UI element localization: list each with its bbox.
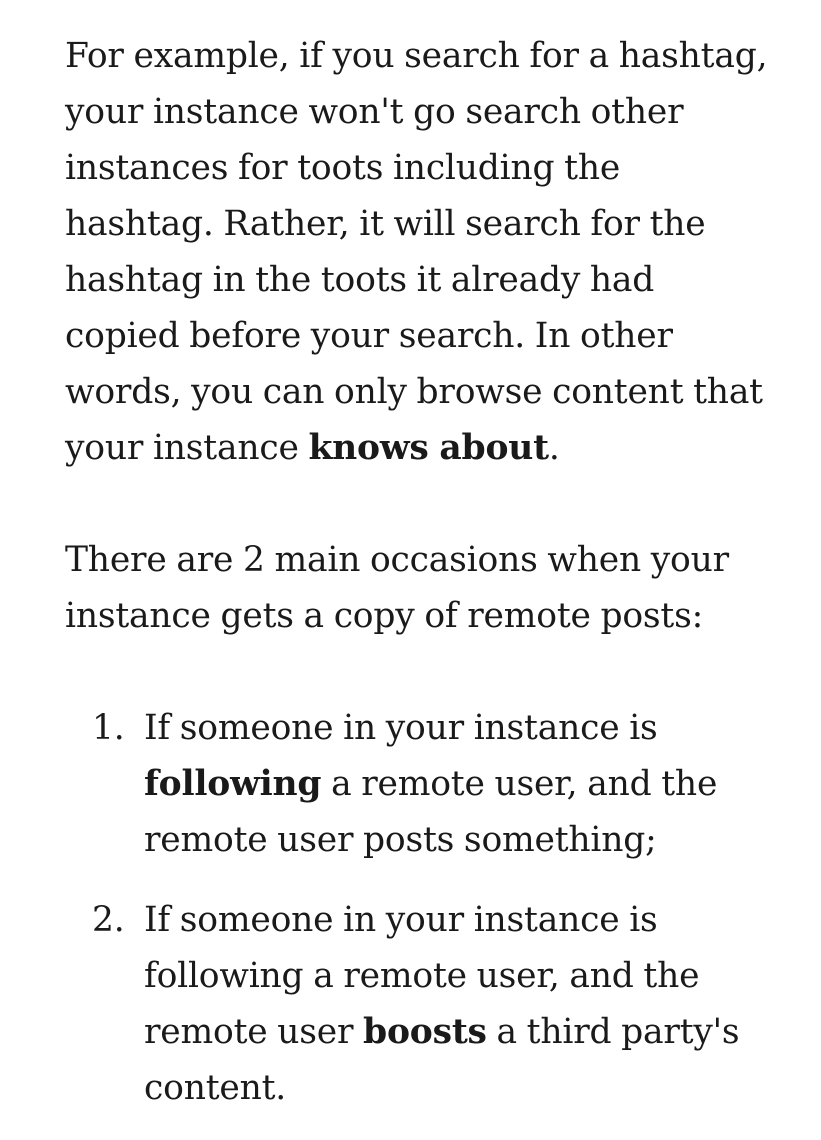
list-item-number: 2.: [92, 900, 125, 940]
bold-knows-about: knows about: [308, 428, 549, 468]
list-item: [65, 700, 754, 868]
article-body: [65, 28, 775, 1140]
bold-boosts: boosts: [363, 1012, 487, 1052]
paragraph-search-explanation: [65, 28, 775, 476]
list-item-number: 1.: [92, 708, 125, 748]
occasions-list: [65, 700, 775, 1116]
paragraph-occasions-intro: [65, 532, 775, 644]
paragraph-text: There are 2 main occasions when your instance gets a copy of remote posts:: [65, 540, 729, 636]
list-item: [65, 892, 754, 1116]
bold-following: following: [144, 764, 322, 804]
list-item-text: If someone in your instance is: [144, 708, 658, 748]
list-item-text-end: a third party's content.: [144, 1012, 740, 1108]
list-item-text-end: a remote user, and the remote user posts something;: [144, 764, 718, 860]
list-item-text: If someone in your instance is following a remote user, and the remote user: [144, 900, 700, 1052]
paragraph-text-end: .: [548, 428, 560, 468]
paragraph-text: For example, if you search for a hashtag, your instance won't go search other instances for toots including the hashtag. Rather, it will search for the hashtag in the toots it already had copied before your search. In other words, you can only browse content that your instance: [65, 36, 768, 468]
